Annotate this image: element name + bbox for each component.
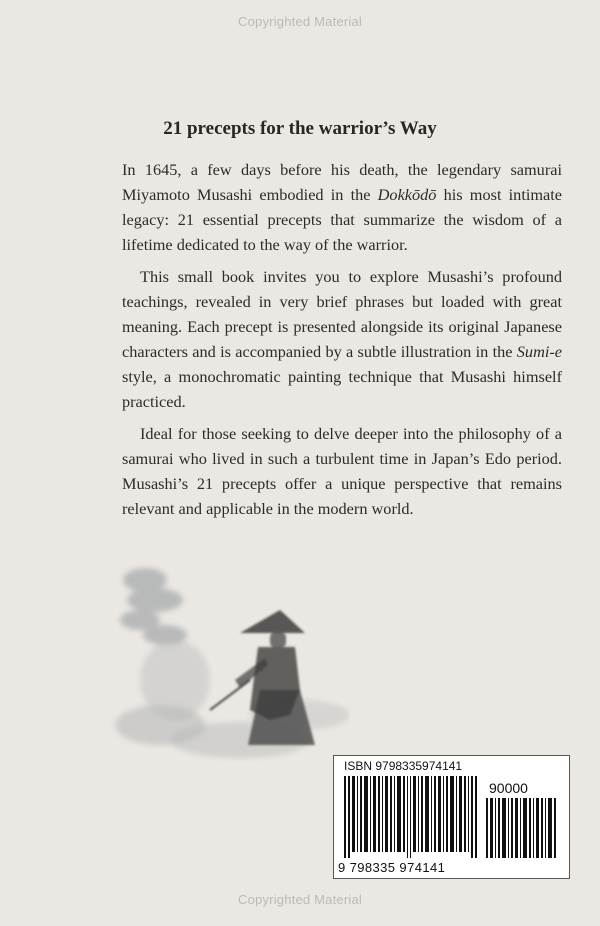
isbn-barcode-icon [344,776,479,858]
addon-barcode-icon [486,798,558,858]
blurb-paragraph-3: Ideal for those seeking to delve deeper into the philosophy of a samurai who lived in such a turbulent time in Japan’s Edo period. Musashi’s 21 precepts offer a unique perspective that remains relevant and applicable in the modern world. [122,424,562,518]
p2-italic: Sumi-e [516,342,562,361]
watermark-top: Copyrighted Material [238,14,362,29]
blurb-paragraph-2 [122,264,562,414]
isbn-label: ISBN 9798335974141 [344,759,463,773]
p1-text-a: In 1645, a few days before his death, the legendary samurai Miyamoto Musashi embodied in the [122,160,562,204]
blurb [122,157,562,528]
isbn-digits: 9 798335 974141 [338,860,446,875]
price-code: 90000 [489,780,528,796]
isbn-barcode-box [333,755,570,879]
samurai-sumi-e-illustration [100,540,350,780]
back-cover-title: 21 precepts for the warrior’s Way [163,118,437,139]
blurb-paragraph-1 [122,157,562,257]
watermark-bottom: Copyrighted Material [238,892,362,907]
p2-text-a: This small book invites you to explore Musashi’s profound teachings, revealed in very brief phrases but loaded with great meaning. Each precept is presented alongside its original Japanese characters and is accompanied by a subtle illustration in the [122,267,562,361]
p2-text-b: style, a monochromatic painting technique that Musashi himself practiced. [122,367,562,411]
p1-text-b: his most intimate legacy: 21 essential precepts that summarize the wisdom of a lifetime dedicated to the way of the warrior. [122,185,563,254]
p1-italic: Dokkōdō [377,185,437,204]
